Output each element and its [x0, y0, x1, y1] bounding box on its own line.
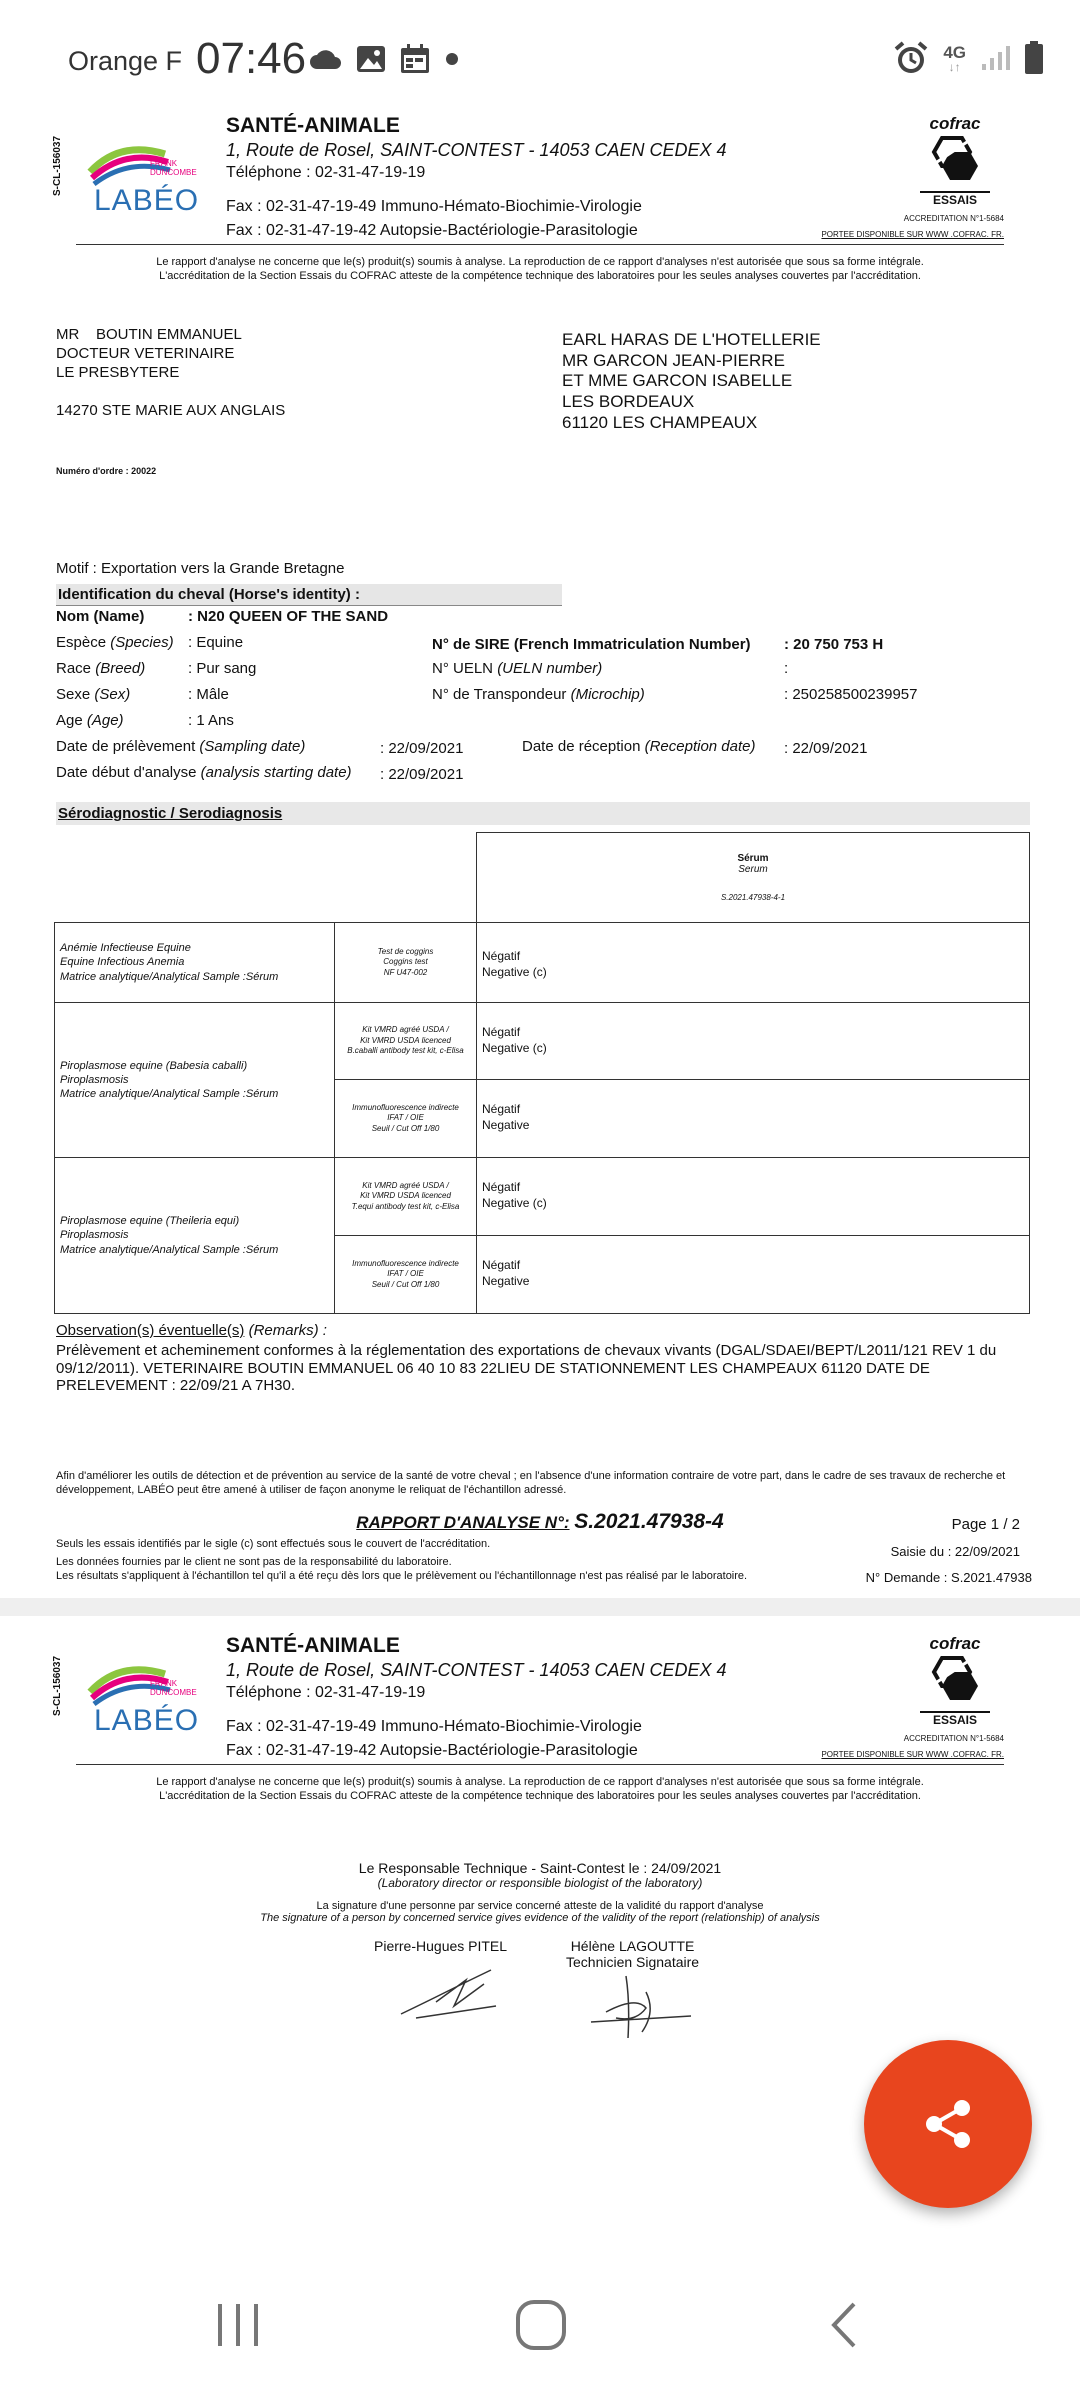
lab-phone: Téléphone : 02-31-47-19-19 — [226, 164, 426, 181]
breed-value: : Pur sang — [188, 660, 257, 677]
signature-statement: La signature d'une personne par service concerné atteste de la validité du rapport d'analyse — [316, 1900, 764, 1912]
recents-icon[interactable] — [214, 2300, 262, 2350]
table-row — [55, 1158, 1030, 1236]
signature-block — [40, 1860, 1040, 1924]
owner-address — [562, 330, 821, 434]
motif: Motif : Exportation vers la Grande Bretagne — [56, 560, 345, 577]
disclaimer-line-2: L'accréditation de la Section Essais du COFRAC atteste de la compétence technique des laboratoires pour les seules analyses couvertes par l'accréditation. — [159, 269, 921, 282]
owner-line: ET MME GARCON ISABELLE — [562, 371, 793, 391]
signature-statement-en: The signature of a person by concerned service gives evidence of the validity of the report (relationship) of analysis — [260, 1912, 820, 1924]
disclaimer-line-2: L'accréditation de la Section Essais du COFRAC atteste de la compétence technique des laboratoires pour les seules analyses couvertes par l'accréditation. — [159, 1789, 921, 1802]
portee-link[interactable]: PORTEE DISPONIBLE SUR WWW .COFRAC. FR. — [821, 230, 1004, 239]
table-header-row — [55, 833, 1030, 923]
table-row — [55, 923, 1030, 1003]
logo-brand: LABÉO — [94, 1704, 200, 1737]
share-button[interactable] — [864, 2040, 1032, 2208]
signature-1-icon — [396, 1962, 506, 2022]
logo-subtitle: FRANK DUNCOMBE — [150, 1679, 197, 1697]
request-number: N° Demande : S.2021.47938 — [865, 1570, 1032, 1585]
exam-cell: Piroplasmose equine (Babesia caballi) Piroplasmosis Matrice analytique/Analytical Sample :Sérum — [55, 1003, 335, 1158]
analysis-start-value: : 22/09/2021 — [380, 766, 464, 783]
recipient-line: LE PRESBYTERE — [56, 363, 180, 381]
exam-cell: Piroplasmose equine (Theileria equi) Piroplasmosis Matrice analytique/Analytical Sample :Sérum — [55, 1158, 335, 1314]
observations-title: Observation(s) éventuelle(s) (Remarks) : — [56, 1322, 327, 1339]
navigation-bar — [0, 2270, 1080, 2400]
table-row — [55, 1003, 1030, 1080]
cofrac-text: cofrac — [929, 114, 981, 133]
signature-2-icon — [586, 1972, 696, 2042]
signer-2-role: Technicien Signataire — [566, 1954, 700, 1971]
lab-address: 1, Route de Rosel, SAINT-CONTEST - 14053 CAEN CEDEX 4 — [226, 140, 727, 160]
method-cell: Kit VMRD agréé USDA / Kit VMRD USDA licenced B.caballi antibody test kit, c-Elisa — [335, 1003, 477, 1080]
age-label: Age (Age) — [56, 712, 124, 729]
name-label: Nom (Name) — [56, 608, 145, 625]
battery-icon — [1024, 41, 1044, 75]
side-code: S-CL-156037 — [52, 1655, 63, 1716]
analysis-start-label: Date début d'analyse (analysis starting date) — [56, 764, 352, 781]
results-table — [54, 832, 1030, 1314]
identification-title: Identification du cheval (Horse's identity) : — [56, 584, 562, 606]
portee-link[interactable]: PORTEE DISPONIBLE SUR WWW .COFRAC. FR. — [821, 1750, 1004, 1759]
sex-label: Sexe (Sex) — [56, 686, 131, 703]
header-divider — [76, 244, 1004, 245]
owner-line: EARL HARAS DE L'HOTELLERIE — [562, 330, 821, 349]
sex-value: : Mâle — [188, 686, 229, 703]
species-label: Espèce (Species) — [56, 634, 174, 651]
signer-2 — [566, 1938, 699, 1970]
signer-1-name: Pierre-Hugues PITEL — [374, 1938, 508, 1954]
cofrac-text: cofrac — [929, 1634, 981, 1653]
table-blank-cell — [335, 833, 477, 923]
lab-phone: Téléphone : 02-31-47-19-19 — [226, 1684, 426, 1701]
lab-address: 1, Route de Rosel, SAINT-CONTEST - 14053 CAEN CEDEX 4 — [226, 1660, 727, 1680]
observations-body: Prélèvement et acheminement conformes à la réglementation des exportations de chevaux vivants (DGAL/SDAEI/BEPT/L2011/121 REV 1 du 09/12/2011). VETERINAIRE BOUTIN EMMANUEL 06 40 10 83 22LIEU DE STATIONNEMENT LES CHAMPEAUX 61120 DATE DE PRELEVEMENT : 22/09/21 A 7H30. — [56, 1342, 997, 1395]
transponder-label: N° de Transpondeur (Microchip) — [432, 686, 645, 703]
lab-header — [40, 1626, 1040, 1776]
method-cell: Immunofluorescence indirecte IFAT / OIE Seuil / Cut Off 1/80 — [335, 1236, 477, 1314]
cofrac-logo — [920, 114, 990, 214]
lab-title: SANTÉ-ANIMALE — [226, 1634, 400, 1657]
accreditation-number: ACCREDITATION N°1-5684 — [903, 1734, 1004, 1743]
responsible-line-en: (Laboratory director or responsible biologist of the laboratory) — [377, 1876, 703, 1890]
age-value: : 1 Ans — [188, 712, 234, 729]
cofrac-essais: ESSAIS — [920, 191, 990, 207]
cofrac-mark-icon — [920, 1654, 990, 1706]
notification-icons — [308, 44, 460, 74]
dot-icon — [444, 51, 460, 67]
page-number: Page 1 / 2 — [951, 1516, 1020, 1533]
order-number: Numéro d'ordre : 20022 — [56, 466, 157, 476]
network-indicator — [943, 44, 966, 73]
sire-value: : 20 750 753 H — [784, 636, 884, 653]
gallery-icon — [356, 45, 386, 73]
owner-line: MR GARCON JEAN-PIERRE — [562, 350, 785, 370]
labeo-logo — [80, 132, 210, 222]
ueln-label: N° UELN (UELN number) — [432, 660, 603, 677]
lab-header — [40, 106, 1040, 256]
cloud-icon — [308, 47, 342, 71]
alarm-icon — [893, 40, 929, 76]
signer-2-name: Hélène LAGOUTTE — [570, 1938, 695, 1954]
breed-label: Race (Breed) — [56, 660, 146, 677]
page-separator — [0, 1598, 1080, 1616]
serodiagnostic-title: Sérodiagnostic / Serodiagnosis — [56, 802, 1030, 825]
research-notice: Afin d'améliorer les outils de détection et de prévention au service de la santé de votre cheval ; en l'absence d'une information contraire de votre part, dans le cadre de ses travaux de recherche et développement, LABÉO peut être amené à utiliser de façon anonyme le reliquat de l'échantillon adressé. — [56, 1470, 1006, 1496]
report-page-1[interactable] — [40, 106, 1040, 1586]
species-value: : Equine — [188, 634, 244, 651]
lab-fax-2: Fax : 02-31-47-19-42 Autopsie-Bactériologie-Parasitologie — [226, 1742, 638, 1759]
responsible-line: Le Responsable Technique - Saint-Contest le : 24/09/2021 — [358, 1860, 722, 1876]
table-blank-cell — [55, 833, 335, 923]
home-icon[interactable] — [514, 2298, 568, 2352]
recipient-line: DOCTEUR VETERINAIRE — [56, 344, 235, 362]
ueln-value: : — [784, 660, 789, 677]
method-cell: Kit VMRD agréé USDA / Kit VMRD USDA licenced T.equi antibody test kit, c-Elisa — [335, 1158, 477, 1236]
recipient-line: 14270 STE MARIE AUX ANGLAIS — [56, 402, 286, 420]
method-cell: Test de coggins Coggins test NF U47-002 — [335, 923, 477, 1003]
accreditation-note: Seuls les essais identifiés par le sigle (c) sont effectués sous le couvert de l'accréditation. — [56, 1538, 491, 1550]
signal-icon — [980, 44, 1010, 72]
disclaimer-line-1: Le rapport d'analyse ne concerne que le(s) produit(s) soumis à analyse. La reproduction de ce rapport d'analyses n'est autorisée que sous sa forme intégrale. — [156, 1776, 924, 1788]
side-code: S-CL-156037 — [52, 135, 63, 196]
method-cell: Immunofluorescence indirecte IFAT / OIE Seuil / Cut Off 1/80 — [335, 1080, 477, 1158]
back-icon[interactable] — [826, 2300, 860, 2350]
cofrac-logo — [920, 1634, 990, 1734]
disclaimer-line-1: Le rapport d'analyse ne concerne que le(s) produit(s) soumis à analyse. La reproduction de ce rapport d'analyses n'est autorisée que sous sa forme intégrale. — [156, 256, 924, 268]
sire-label: N° de SIRE (French Immatriculation Number) — [432, 636, 751, 653]
results-note: Les résultats s'appliquent à l'échantillon tel qu'il a été reçu dès lors que le prélèvement ou l'échantillonnage n'est pas réalisé par le laboratoire. — [56, 1570, 748, 1582]
labeo-logo — [80, 1652, 210, 1742]
system-icons — [893, 40, 1044, 76]
result-cell: Négatif Negative (c) — [477, 923, 1030, 1003]
exam-cell: Anémie Infectieuse Equine Equine Infectious Anemia Matrice analytique/Analytical Sample :Sérum — [55, 923, 335, 1003]
network-label: 4G — [943, 42, 966, 62]
lab-fax-2: Fax : 02-31-47-19-42 Autopsie-Bactériologie-Parasitologie — [226, 222, 638, 239]
carrier-label: Orange F — [68, 46, 183, 76]
serum-header — [477, 833, 1030, 923]
serum-en: Serum — [738, 864, 768, 875]
share-icon — [918, 2094, 978, 2154]
accreditation-number: ACCREDITATION N°1-5684 — [903, 214, 1004, 223]
disclaimer — [40, 1776, 1040, 1804]
serum-fr: Sérum — [737, 853, 769, 864]
entry-date: Saisie du : 22/09/2021 — [890, 1544, 1020, 1559]
disclaimer — [40, 256, 1040, 284]
logo-brand: LABÉO — [94, 184, 200, 217]
cofrac-essais: ESSAIS — [920, 1711, 990, 1727]
owner-line: 61120 LES CHAMPEAUX — [562, 412, 758, 432]
result-cell: Négatif Negative (c) — [477, 1003, 1030, 1080]
recipient-line: MR BOUTIN EMMANUEL — [56, 326, 242, 343]
clock: 07:46 — [196, 34, 307, 83]
sample-id: S.2021.47938-4-1 — [720, 893, 786, 902]
reception-date-label: Date de réception (Reception date) — [522, 738, 756, 755]
lab-fax-1: Fax : 02-31-47-19-49 Immuno-Hémato-Biochimie-Virologie — [226, 1718, 642, 1735]
lab-title: SANTÉ-ANIMALE — [226, 114, 400, 137]
result-cell: Négatif Negative — [477, 1236, 1030, 1314]
name-value: : N20 QUEEN OF THE SAND — [188, 608, 389, 625]
result-cell: Négatif Negative — [477, 1080, 1030, 1158]
reception-date-value: : 22/09/2021 — [784, 740, 868, 757]
calendar-icon — [400, 44, 430, 74]
transponder-value: : 250258500239957 — [784, 686, 918, 703]
recipient-address — [56, 326, 285, 421]
sampling-date-value: : 22/09/2021 — [380, 740, 464, 757]
report-number: RAPPORT D'ANALYSE N°: S.2021.47938-4 — [356, 1510, 724, 1533]
client-data-note: Les données fournies par le client ne sont pas de la responsabilité du laboratoire. — [56, 1556, 452, 1568]
owner-line: LES BORDEAUX — [562, 392, 695, 412]
sampling-date-label: Date de prélèvement (Sampling date) — [56, 738, 306, 755]
result-cell: Négatif Negative (c) — [477, 1158, 1030, 1236]
data-arrows-icon: ↓↑ — [948, 59, 961, 74]
header-divider — [76, 1764, 1004, 1765]
logo-subtitle: FRANK DUNCOMBE — [150, 159, 197, 177]
lab-fax-1: Fax : 02-31-47-19-49 Immuno-Hémato-Biochimie-Virologie — [226, 198, 642, 215]
cofrac-mark-icon — [920, 134, 990, 186]
